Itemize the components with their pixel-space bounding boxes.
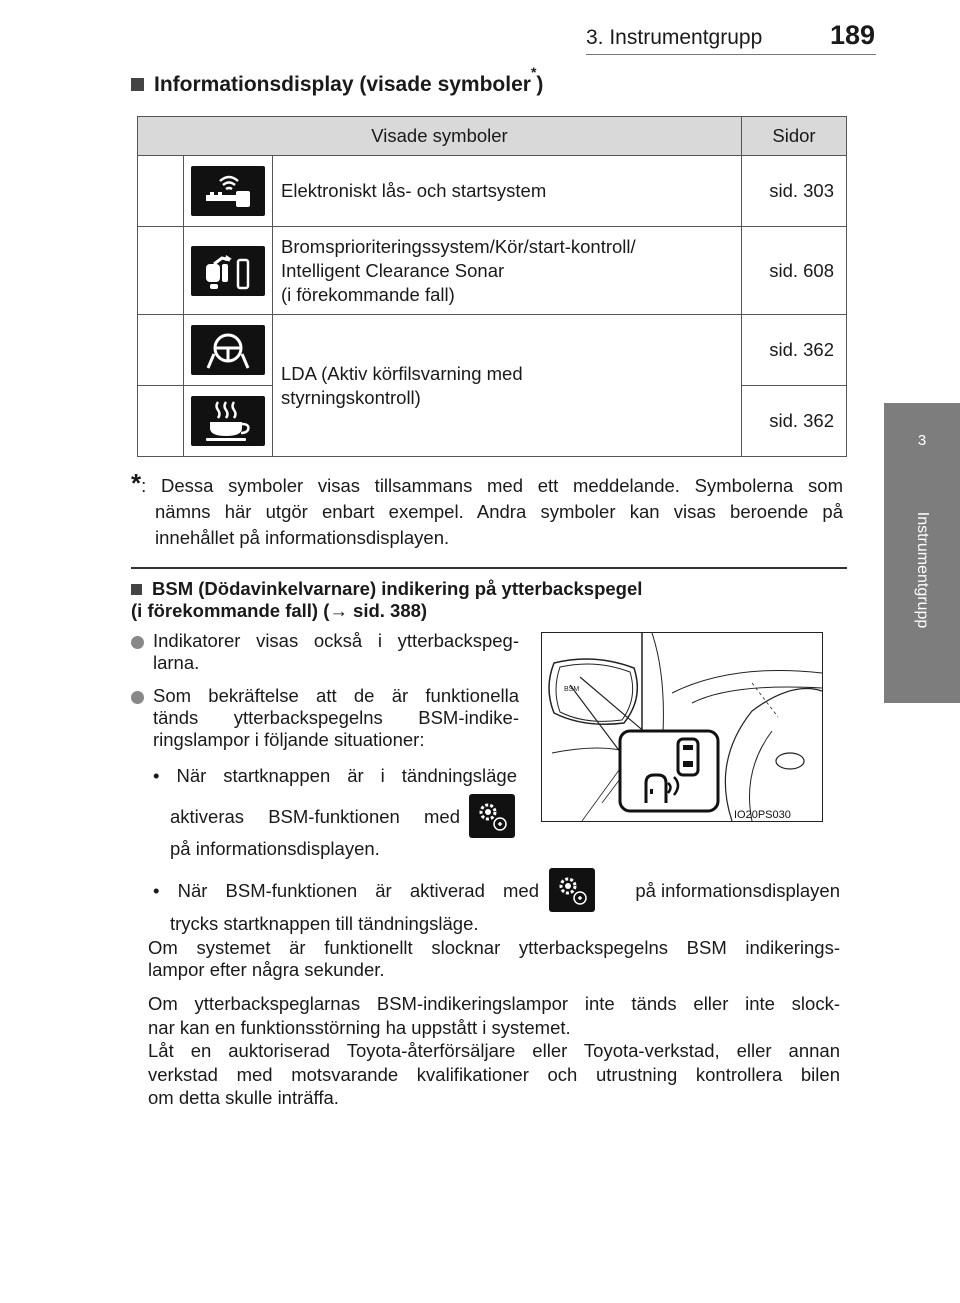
text-line: ringslampor i följande situationer: <box>153 729 425 750</box>
table-cell-page: sid. 303 <box>742 156 847 227</box>
bsm-mirror-illustration <box>541 632 823 822</box>
coffee-cup-icon <box>191 396 265 446</box>
footnote-text: : Dessa symboler visas tillsammans med ett meddelande. Symbolerna som <box>141 475 843 496</box>
table-header-symbols: Visade symboler <box>138 117 742 156</box>
chapter-label: Instrumentgrupp <box>914 511 931 629</box>
bullet-paragraph <box>153 630 519 674</box>
smart-key-icon <box>191 166 265 216</box>
table-cell-icon <box>184 386 273 457</box>
body-paragraph <box>148 992 840 1110</box>
table-cell-page: sid. 362 <box>742 315 847 386</box>
text-line: tänds ytterbackspegelns BSM-indike- <box>153 707 519 728</box>
symbols-table <box>137 116 847 457</box>
text-line: lampor efter några sekunder. <box>148 959 385 980</box>
footnote-line: nämns här utgör enbart exempel. Andra symboler kan visas beroende på <box>155 501 843 522</box>
bullet-paragraph <box>153 685 519 751</box>
table-cell-desc <box>273 227 742 315</box>
text-line: nar kan en funktionsstörning ha uppstått i systemet. <box>148 1016 571 1038</box>
table-cell-desc <box>273 156 742 227</box>
table-cell-page: sid. 362 <box>742 386 847 457</box>
table-cell-icon <box>184 227 273 315</box>
chapter-number: 3 <box>917 432 927 449</box>
section-title-symbols <box>131 64 544 97</box>
row-description-line: Bromsprioriteringssystem/Kör/start-kontroll/ <box>281 235 636 257</box>
sub-bullet-line: aktiveras BSM-funktionen med <box>170 806 460 827</box>
row-description-line: Intelligent Clearance Sonar <box>281 259 505 281</box>
lane-steering-icon <box>191 325 265 375</box>
brake-override-icon <box>191 246 265 296</box>
illustration-code: IO20PS030 <box>734 809 791 821</box>
table-cell-blank <box>138 227 184 315</box>
text-line: larna. <box>153 652 200 673</box>
section-title-close: ) <box>536 73 544 96</box>
row-description-line: (i förekommande fall) <box>281 283 455 305</box>
body-paragraph <box>148 937 840 981</box>
table-cell-blank <box>138 315 184 386</box>
text-line: Som bekräftelse att de är funktionella <box>153 685 519 706</box>
table-cell-desc <box>273 315 742 457</box>
section-title-text: BSM (Dödavinkelvarnare) indikering på ytterbackspegel <box>152 578 643 599</box>
heading-square-icon <box>131 78 144 91</box>
page-number: 189 <box>830 20 876 50</box>
footnote-line: innehållet på informationsdisplayen. <box>155 527 450 548</box>
table-header-row <box>138 117 847 156</box>
bullet-icon <box>131 691 144 704</box>
table-cell-blank <box>138 386 184 457</box>
section-title-text: (i förekommande fall) ( <box>131 600 330 621</box>
text-line: om detta skulle inträffa. <box>148 1087 339 1108</box>
text-line: Om systemet är funktionellt slocknar ytterbackspegelns BSM indikerings- <box>148 937 840 958</box>
heading-square-icon <box>131 584 142 595</box>
table-cell-page: sid. 608 <box>742 227 847 315</box>
table-header-pages: Sidor <box>742 117 847 156</box>
row-description-line: styrningskontroll) <box>281 386 421 408</box>
bsm-settings-gear-icon <box>469 794 515 838</box>
header-divider <box>586 54 876 55</box>
footnote-mark: * <box>530 64 537 80</box>
footnote-mark: * <box>131 468 142 498</box>
running-header-section: 3. Instrumentgrupp <box>586 26 763 49</box>
text-line: Indikatorer visas också i ytterbackspeg- <box>153 630 519 651</box>
sub-bullet-line: • När startknappen är i tändningsläge <box>153 765 517 786</box>
svg-text:BSM: BSM <box>564 686 580 693</box>
text-line: verkstad med motsvarande kvalifikationer och utrustning kontrollera bilen <box>148 1063 840 1085</box>
table-row <box>138 227 847 315</box>
table-cell-icon <box>184 315 273 386</box>
text-line: Låt en auktoriserad Toyota-återförsäljare eller Toyota-verkstad, eller annan <box>148 1040 840 1061</box>
text-line: Om ytterbackspeglarnas BSM-indikeringslampor inte tänds eller inte slock- <box>148 993 840 1014</box>
row-description-line: LDA (Aktiv körfilsvarning med <box>281 362 523 384</box>
bullet-icon <box>131 636 144 649</box>
section-title-text: Informationsdisplay (visade symboler <box>154 73 531 96</box>
sub-bullet-line: på informationsdisplayen. <box>170 838 380 859</box>
table-cell-blank <box>138 156 184 227</box>
table-cell-icon <box>184 156 273 227</box>
bsm-settings-gear-icon <box>549 868 595 912</box>
section-divider <box>131 567 847 569</box>
arrow-icon: → <box>329 600 348 621</box>
table-footnote <box>131 470 843 551</box>
sub-bullet-line: trycks startknappen till tändningsläge. <box>170 913 479 934</box>
sub-bullet-line: • När BSM-funktionen är aktiverad med <box>153 880 539 901</box>
sub-bullet-line: på informationsdisplayen <box>635 880 840 901</box>
footnote-line <box>131 470 843 499</box>
table-row <box>138 156 847 227</box>
section-title-bsm <box>131 578 642 622</box>
section-title-text: sid. 388) <box>347 600 428 621</box>
row-description: Elektroniskt lås- och startsystem <box>281 180 547 201</box>
table-row <box>138 315 847 386</box>
